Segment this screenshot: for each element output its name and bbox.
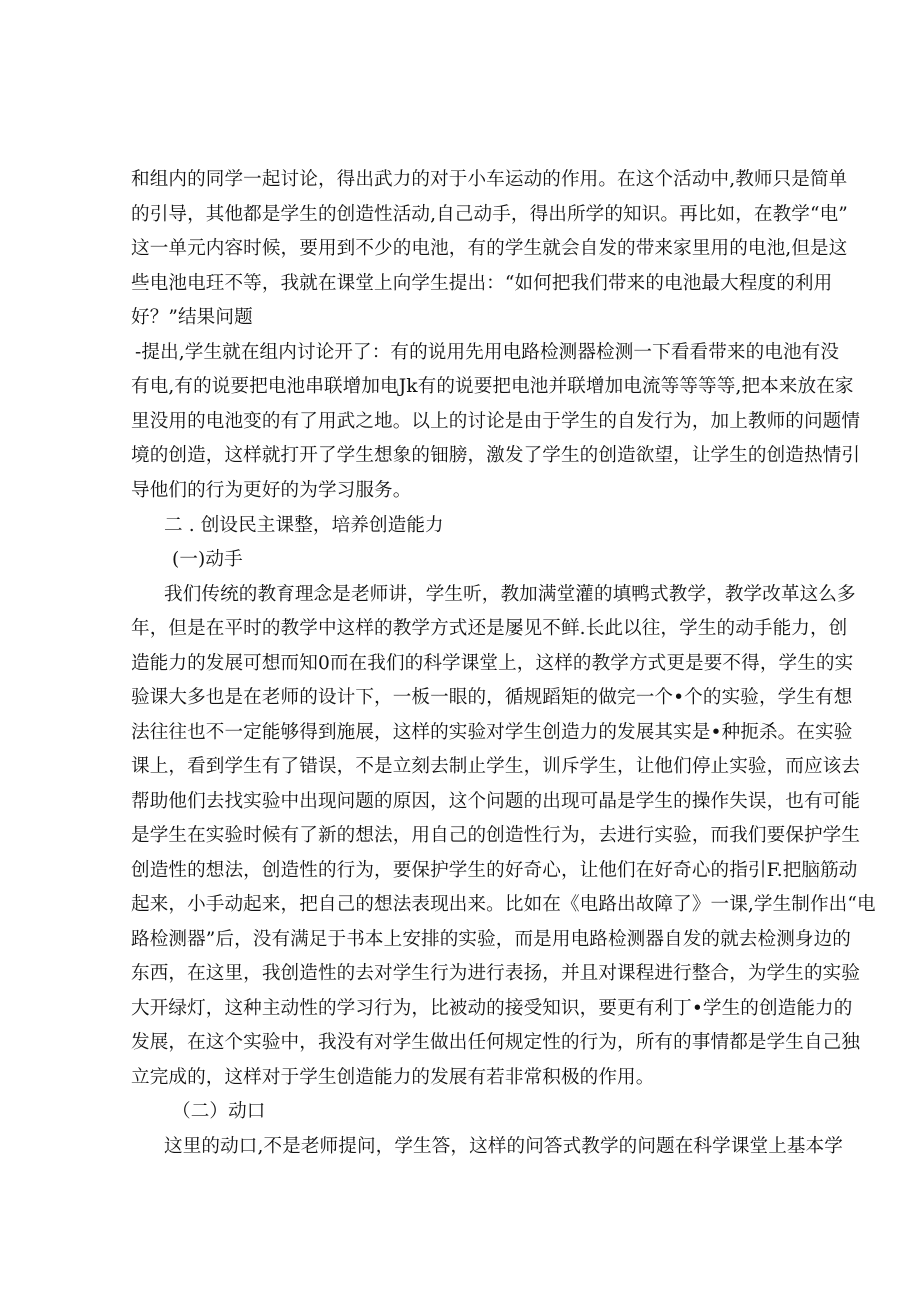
paragraph-line: 这里的动口,不是老师提问，学生答，这样的问答式教学的问题在科学课堂上基本学 [164, 1136, 843, 1157]
paragraph-line: 验课大多也是在老师的设计下，一板一眼的，循规蹈矩的做完一个•个的实验，学生有想 [131, 687, 853, 708]
paragraph-line: 发展，在这个实验中，我没有对学生做出任何规定性的行为，所有的事情都是学生自己独 [131, 1032, 861, 1053]
subsection-heading: (一)动手 [172, 549, 243, 570]
paragraph-line: 东西，在这里，我创造性的去对学生行为进行表扬，并且对课程进行整合，为学生的实验 [131, 963, 861, 984]
paragraph-line: 课上，看到学生有了错误，不是立刻去制止学生，训斥学生，让他们停止实验，而应该去 [131, 756, 861, 777]
paragraph-line: 这一单元内容时候，要用到不少的电池，有的学生就会自发的带来家里用的电池,但是这 [131, 238, 848, 259]
section-heading: 二 . 创设民主课整，培养创造能力 [164, 515, 444, 536]
paragraph-line: 是学生在实验时候有了新的想法，用自己的创造性行为，去进行实验，而我们要保护学生 [131, 825, 861, 846]
paragraph-line: 的引导，其他都是学生的创造性活动,自己动手，得出所学的知识。再比如，在教学“电” [131, 204, 848, 225]
paragraph-line: 有电,有的说要把电池串联增加电Jk有的说要把电池并联增加电流等等等等,把本来放在家 [131, 376, 854, 397]
paragraph-line: 路检测器”后，没有满足于书本上安排的实验，而是用电路检测器自发的就去检测身边的 [131, 929, 851, 950]
paragraph-line: 里没用的电池变的有了用武之地。以上的讨论是由于学生的自发行为，加上教师的问题情 [131, 411, 861, 432]
paragraph-line: 好？”结果问题 [131, 307, 253, 328]
paragraph-line: 造能力的发展可想而知0而在我们的科学课堂上，这样的教学方式更是要不得，学生的实 [131, 653, 854, 674]
paragraph-line: 些电池电玨不等，我就在课堂上向学生提出：“如何把我们带来的电池最大程度的利用 [131, 273, 833, 294]
paragraph-line: 帮助他们去找实验中出现问题的原因，这个问题的出现可晶是学生的操作失误，也有可能 [131, 791, 861, 812]
paragraph-line: 法往往也不一定能够得到施展，这样的实验对学生创造力的发展其实是•种扼杀。在实验 [131, 722, 853, 743]
paragraph-line: 立完成的，这样对于学生创造能力的发展有若非常积极的作用。 [131, 1067, 655, 1088]
paragraph-line: 大开绿灯，这种主动性的学习行为，比被动的接受知识，要更有利丁•学生的创造能力的 [131, 998, 853, 1019]
paragraph-line: 年，但是在平时的教学中这样的教学方式还是屡见不鲜.长此以往，学生的动手能力，创 [131, 618, 848, 639]
subsection-heading: （二）动口 [172, 1101, 266, 1122]
paragraph-line: -提出,学生就在组内讨论开了：有的说用先用电路检测器检测一下看看带来的电池有没 [135, 342, 840, 363]
paragraph-line: 我们传统的教育理念是老师讲，学生听，教加满堂灌的填鸭式教学，教学改革这么多 [164, 584, 856, 605]
paragraph-line: 创造性的想法，创造性的行为，要保护学生的好奇心，让他们在好奇心的指引F.把脑筋动 [131, 860, 858, 881]
paragraph-line: 起来，小手动起来，把自己的想法表现出来。比如在《电路出故障了》一课,学生制作出“电 [131, 894, 876, 915]
paragraph-line: 和组内的同学一起讨论，得出武力的对于小车运动的作用。在这个活动中,教师只是简单 [131, 169, 848, 190]
paragraph-line: 导他们的行为更好的为学习服务。 [131, 480, 412, 501]
paragraph-line: 境的创造，这样就打开了学生想象的钿膀，激发了学生的创造欲望，让学生的创造热情引 [131, 445, 861, 466]
